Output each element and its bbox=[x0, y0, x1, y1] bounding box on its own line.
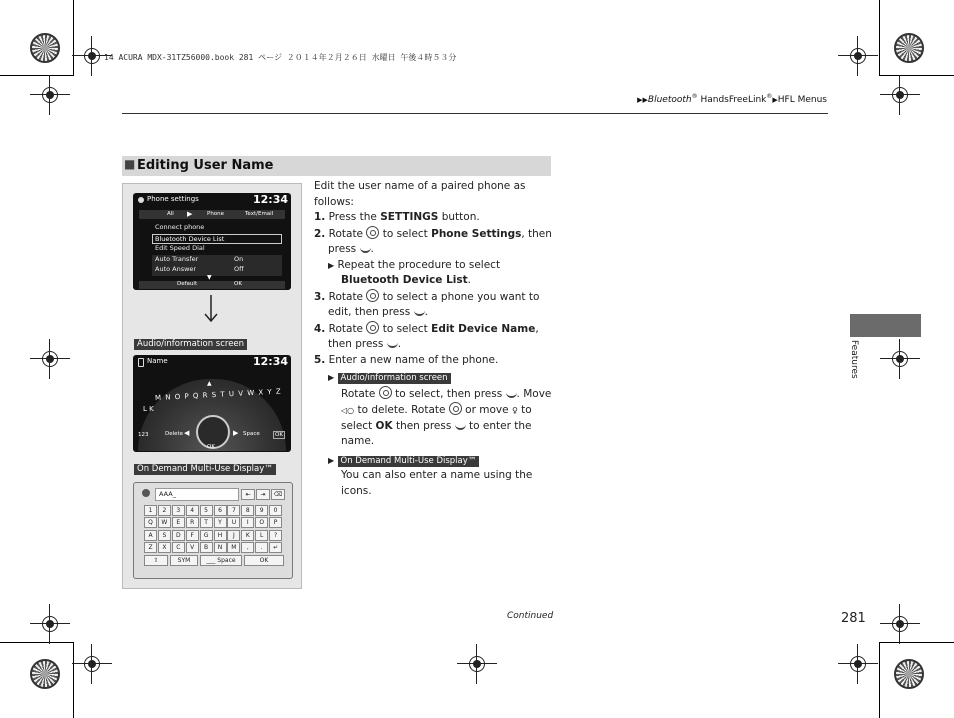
keyboard-key[interactable]: W bbox=[158, 517, 171, 528]
registration-mark-icon bbox=[38, 347, 62, 371]
step-4: 4. Rotate to select Edit Device Name, then press . bbox=[314, 322, 539, 350]
list-item[interactable] bbox=[152, 265, 282, 276]
phone-icon bbox=[138, 358, 144, 367]
keyboard-key[interactable]: . bbox=[255, 542, 268, 553]
scroll-down-icon: ▼ bbox=[207, 274, 212, 281]
letter-arc[interactable]: M N O P Q R S T U V W X Y Z bbox=[154, 387, 282, 403]
keyboard-key[interactable]: 2 bbox=[158, 505, 171, 516]
on-demand-label: On Demand Multi-Use Display™ bbox=[134, 464, 276, 475]
registered-mark: ® bbox=[766, 93, 773, 100]
list-item-label: Auto Answer bbox=[155, 265, 197, 273]
breadcrumb-handsfreelink: HandsFreeLink bbox=[697, 95, 767, 105]
press-icon bbox=[455, 419, 466, 430]
keyboard-key[interactable]: B bbox=[200, 542, 213, 553]
play-icon: ▶ bbox=[187, 210, 193, 218]
phone-settings-screen bbox=[133, 193, 291, 290]
keyboard-key[interactable]: 5 bbox=[200, 505, 213, 516]
keyboard-key[interactable]: , bbox=[241, 542, 254, 553]
step-2-sub: ▶ Repeat the procedure to select Bluetooth Device List. bbox=[328, 258, 501, 286]
keyboard-key[interactable]: 8 bbox=[241, 505, 254, 516]
cursor-right-button[interactable]: ⇥ bbox=[256, 489, 270, 500]
breadcrumb bbox=[637, 93, 827, 105]
crop-mark bbox=[879, 642, 954, 643]
list-item[interactable] bbox=[152, 223, 282, 234]
name-field-value: AAA_ bbox=[159, 490, 176, 498]
move-down-icon: ♀ bbox=[511, 406, 518, 415]
name-entry-screen bbox=[133, 355, 291, 452]
registration-mark-icon bbox=[888, 347, 912, 371]
keyboard-key[interactable]: 6 bbox=[214, 505, 227, 516]
keyboard-key[interactable]: C bbox=[172, 542, 185, 553]
tab-all[interactable]: All bbox=[167, 211, 174, 217]
keyboard-screen bbox=[133, 482, 293, 579]
color-registration-icon bbox=[894, 33, 924, 63]
list-item-value: Off bbox=[234, 265, 244, 273]
keyboard-key[interactable]: F bbox=[186, 530, 199, 541]
clock: 12:34 bbox=[252, 193, 288, 206]
side-tab-bar bbox=[850, 314, 921, 337]
breadcrumb-hfl-menus: HFL Menus bbox=[777, 95, 827, 105]
list-item[interactable] bbox=[152, 244, 282, 255]
registration-mark-icon bbox=[888, 83, 912, 107]
step-3: 3. Rotate to select a phone you want to edit, then press . bbox=[314, 290, 540, 318]
registration-mark-icon bbox=[80, 652, 104, 676]
header-rule bbox=[122, 113, 828, 114]
keyboard-key[interactable]: U bbox=[227, 517, 240, 528]
ok-key[interactable]: OK bbox=[244, 555, 284, 566]
registration-mark-icon bbox=[846, 652, 870, 676]
keyboard-key[interactable]: 4 bbox=[186, 505, 199, 516]
section-bullet: ■ bbox=[124, 157, 136, 171]
keyboard-key[interactable]: D bbox=[172, 530, 185, 541]
instructions bbox=[314, 179, 554, 499]
keyboard-key[interactable]: ? bbox=[269, 530, 282, 541]
crop-mark bbox=[0, 642, 74, 643]
ok-button[interactable]: OK bbox=[234, 281, 242, 287]
sym-key[interactable]: SYM bbox=[170, 555, 198, 566]
crop-mark bbox=[73, 642, 74, 718]
keyboard-key[interactable]: P bbox=[269, 517, 282, 528]
crop-mark bbox=[73, 0, 74, 76]
letter-arc-left[interactable]: L K bbox=[143, 405, 154, 413]
tab-bar bbox=[139, 210, 285, 219]
tab-phone[interactable]: Phone bbox=[207, 211, 225, 217]
keyboard-key[interactable]: E bbox=[172, 517, 185, 528]
registration-mark-icon bbox=[465, 652, 489, 676]
screen-title: Name bbox=[147, 357, 168, 365]
delete-button[interactable]: Delete bbox=[165, 431, 184, 437]
continued-note: Continued bbox=[507, 611, 554, 621]
intro: Edit the user name of a paired phone as follows: bbox=[314, 180, 526, 208]
keyboard-key[interactable]: O bbox=[255, 517, 268, 528]
crop-mark bbox=[879, 642, 880, 718]
selector-knob-icon bbox=[449, 402, 462, 415]
registration-mark-icon bbox=[846, 44, 870, 68]
color-registration-icon bbox=[30, 659, 60, 689]
keyboard-key[interactable]: X bbox=[158, 542, 171, 553]
keyboard-key[interactable]: I bbox=[241, 517, 254, 528]
crop-mark bbox=[0, 75, 74, 76]
keyboard-key[interactable]: N bbox=[214, 542, 227, 553]
cursor-left-button[interactable]: ⇤ bbox=[241, 489, 255, 500]
crop-mark bbox=[879, 75, 954, 76]
keyboard-key[interactable]: K bbox=[241, 530, 254, 541]
registration-mark-icon bbox=[80, 44, 104, 68]
keyboard-key[interactable]: V bbox=[186, 542, 199, 553]
press-icon bbox=[414, 305, 425, 316]
keyboard-key[interactable]: Y bbox=[214, 517, 227, 528]
keyboard-key[interactable]: Q bbox=[144, 517, 157, 528]
keyboard-key[interactable]: T bbox=[200, 517, 213, 528]
list-item-selected[interactable] bbox=[152, 234, 282, 245]
keyboard-key[interactable]: 1 bbox=[144, 505, 157, 516]
page-number: 281 bbox=[841, 611, 866, 626]
color-registration-icon bbox=[894, 659, 924, 689]
right-arrow-icon: ▶ bbox=[233, 429, 239, 437]
step-5: 5. Enter a new name of the phone. bbox=[314, 353, 499, 366]
press-icon bbox=[506, 387, 517, 398]
keyboard-key[interactable]: M bbox=[227, 542, 240, 553]
registration-mark-icon bbox=[888, 612, 912, 636]
keyboard-key[interactable]: 7 bbox=[227, 505, 240, 516]
keyboard-key[interactable]: 3 bbox=[172, 505, 185, 516]
tab-text-email[interactable]: Text/Email bbox=[245, 211, 274, 217]
selector-knob-icon bbox=[379, 386, 392, 399]
screen-footer bbox=[139, 281, 285, 289]
keyboard-key[interactable]: 9 bbox=[255, 505, 268, 516]
move-left-icon: ◁○ bbox=[341, 406, 355, 415]
settings-dot-icon bbox=[138, 197, 144, 203]
screen-title-bar bbox=[133, 193, 291, 207]
shift-key[interactable]: ⇧ bbox=[144, 555, 168, 566]
keyboard-key[interactable]: H bbox=[214, 530, 227, 541]
keyboard-key[interactable]: A bbox=[144, 530, 157, 541]
step-1: 1. Press the SETTINGS button. bbox=[314, 211, 480, 223]
press-icon bbox=[387, 337, 398, 348]
color-registration-icon bbox=[30, 33, 60, 63]
keyboard-key[interactable]: ↵ bbox=[269, 542, 282, 553]
numbers-label[interactable]: 123 bbox=[138, 432, 149, 438]
breadcrumb-arrow: ▶ bbox=[772, 96, 778, 104]
list-item-label: Bluetooth Device List bbox=[155, 234, 225, 243]
keyboard-key[interactable]: L bbox=[255, 530, 268, 541]
backspace-button[interactable]: ⌫ bbox=[271, 489, 285, 500]
settings-list bbox=[152, 223, 282, 276]
ok-small-button[interactable]: OK bbox=[275, 432, 283, 438]
default-button[interactable]: Default bbox=[177, 281, 198, 287]
section-header bbox=[122, 156, 551, 176]
crop-mark bbox=[879, 0, 880, 76]
audio-info-tag: Audio/information screen bbox=[338, 373, 451, 384]
step-5-sub-1: ▶ Audio/information screen Rotate to select, then press . Move ◁○ to delete. Rotate or move ♀ to select OK then press to enter the name. bbox=[328, 373, 552, 447]
list-item-value: On bbox=[234, 254, 244, 263]
file-header: 14 ACURA MDX-31TZ56000.book 281 ページ ２０１４年２月２６日 水曜日 午後４時５３分 bbox=[104, 53, 457, 62]
ok-button[interactable]: OK bbox=[207, 444, 215, 450]
up-arrow-icon: ▲ bbox=[207, 380, 212, 387]
clock: 12:34 bbox=[252, 355, 288, 368]
name-field[interactable] bbox=[155, 488, 239, 501]
registration-mark-icon bbox=[38, 612, 62, 636]
selector-knob-icon bbox=[366, 226, 379, 239]
list-item-label: Edit Speed Dial bbox=[155, 244, 205, 252]
screen-title: Phone settings bbox=[147, 195, 199, 203]
phone-icon bbox=[142, 489, 150, 497]
breadcrumb-arrows: ▶▶ bbox=[637, 96, 648, 104]
step-5-sub-2: ▶ On Demand Multi-Use Display™ You can also enter a name using the icons. bbox=[328, 455, 533, 497]
keyboard-key[interactable]: Z bbox=[144, 542, 157, 553]
audio-info-label: Audio/information screen bbox=[134, 339, 247, 350]
side-tab-label: Features bbox=[849, 340, 859, 379]
keyboard-key[interactable]: G bbox=[200, 530, 213, 541]
list-item-label: Connect phone bbox=[155, 223, 205, 231]
space-key[interactable]: ___ Space bbox=[200, 555, 242, 566]
list-item-label: Auto Transfer bbox=[155, 254, 199, 263]
keyboard-key[interactable]: J bbox=[227, 530, 240, 541]
press-icon bbox=[360, 242, 371, 253]
selector-knob-icon bbox=[366, 289, 379, 302]
registration-mark-icon bbox=[38, 83, 62, 107]
keyboard-key[interactable]: 0 bbox=[269, 505, 282, 516]
breadcrumb-bluetooth: Bluetooth bbox=[647, 95, 692, 105]
keyboard-key[interactable]: S bbox=[158, 530, 171, 541]
step-2: 2. Rotate to select Phone Settings, then press . bbox=[314, 227, 552, 255]
selector-knob-icon bbox=[366, 321, 379, 334]
left-arrow-icon: ◀ bbox=[184, 429, 190, 437]
on-demand-tag: On Demand Multi-Use Display™ bbox=[338, 456, 480, 467]
list-item[interactable] bbox=[152, 255, 282, 266]
section-title: Editing User Name bbox=[137, 158, 274, 173]
keyboard-key[interactable]: R bbox=[186, 517, 199, 528]
space-button[interactable]: Space bbox=[243, 431, 260, 437]
down-arrow-icon bbox=[200, 295, 222, 323]
registered-mark: ® bbox=[691, 93, 698, 100]
